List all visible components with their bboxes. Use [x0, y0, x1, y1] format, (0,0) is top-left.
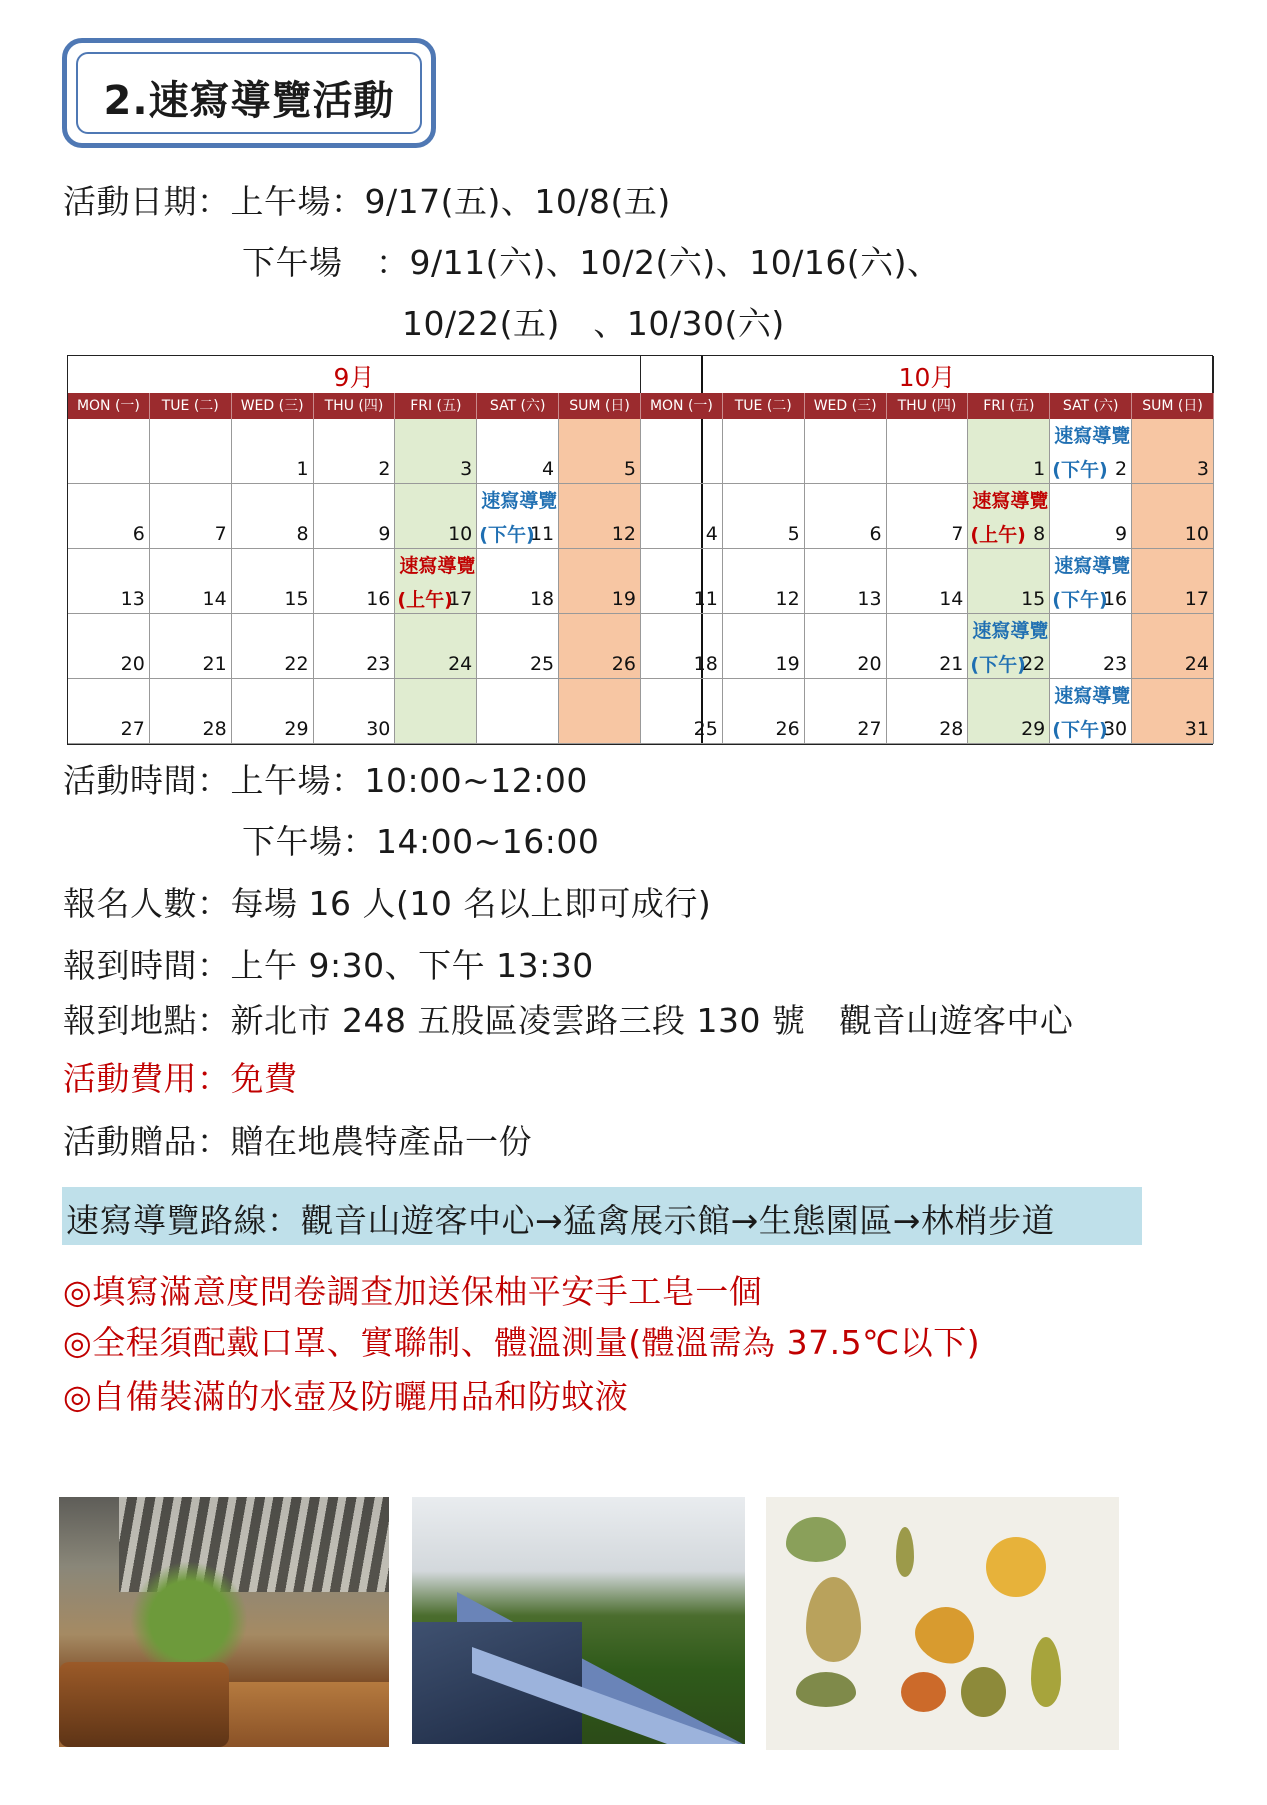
day-number: 21 [939, 653, 964, 675]
day-number: 5 [787, 523, 800, 545]
day-number: 5 [623, 458, 636, 480]
calendar-day-cell [1050, 614, 1132, 679]
calendar-day-cell [477, 419, 559, 484]
day-number: 28 [939, 718, 964, 740]
checkin-time: 報到時間：上午 9:30、下午 13:30 [63, 946, 594, 985]
calendar-day-cell [1132, 484, 1214, 549]
day-number: 27 [857, 718, 882, 740]
event-title: 速寫導覽 [399, 555, 476, 577]
day-number: 19 [611, 588, 636, 610]
photo-canopy-walkway [412, 1497, 745, 1744]
day-number: 17 [448, 588, 473, 610]
weekday-header: TUE (二) [150, 393, 232, 419]
day-number: 2 [378, 458, 391, 480]
day-number: 20 [120, 653, 145, 675]
day-number: 8 [296, 523, 309, 545]
calendar-day-cell [723, 614, 805, 679]
fee: 活動費用：免費 [63, 1059, 298, 1098]
calendar-day-cell [641, 679, 723, 744]
calendar-day-cell [805, 679, 887, 744]
day-number: 6 [132, 523, 145, 545]
event-session: (下午) [1052, 589, 1108, 611]
day-number: 22 [1021, 653, 1046, 675]
day-number: 1 [1033, 458, 1046, 480]
calendar-day-cell [150, 419, 232, 484]
day-number: 29 [284, 718, 309, 740]
gift: 活動贈品：贈在地農特產品一份 [63, 1122, 532, 1161]
weekday-header: WED (三) [805, 393, 887, 419]
calendar-day-cell [1132, 419, 1214, 484]
day-number: 7 [214, 523, 227, 545]
weekday-header: TUE (二) [723, 393, 805, 419]
event-session: (上午) [397, 589, 453, 611]
calendar-day-cell [68, 549, 150, 614]
calendar-day-cell [314, 679, 396, 744]
day-number: 20 [857, 653, 882, 675]
day-number: 19 [775, 653, 800, 675]
day-number: 15 [284, 588, 309, 610]
calendar-day-cell [968, 419, 1050, 484]
dates-am: 上午場：9/17(五)、10/8(五) [230, 182, 671, 221]
day-number: 11 [693, 588, 718, 610]
calendar-day-cell [641, 484, 723, 549]
event-title: 速寫導覽 [972, 620, 1049, 642]
calendar-day-cell [887, 614, 969, 679]
calendar-day-cell [477, 549, 559, 614]
calendar-day-cell [477, 679, 559, 744]
day-number: 9 [378, 523, 391, 545]
weekday-header: SAT (六) [1050, 393, 1132, 419]
note-3: ◎自備裝滿的水壺及防曬用品和防蚊液 [63, 1377, 629, 1416]
calendar-day-cell [887, 419, 969, 484]
calendar-day-cell [232, 419, 314, 484]
day-number: 26 [775, 718, 800, 740]
time-am: 活動時間：上午場：10:00~12:00 [63, 761, 588, 800]
calendar-day-cell [805, 484, 887, 549]
weekday-header: SUM (日) [559, 393, 641, 419]
calendar-day-cell [477, 614, 559, 679]
photo-sketch-illustration [766, 1497, 1119, 1750]
event-session: (上午) [970, 524, 1026, 546]
day-number: 13 [120, 588, 145, 610]
day-number: 1 [296, 458, 309, 480]
calendar-day-cell [150, 484, 232, 549]
event-title: 速寫導覽 [1054, 425, 1131, 447]
day-number: 3 [460, 458, 473, 480]
weekday-header: MON (一) [641, 393, 723, 419]
calendar-day-cell [559, 419, 641, 484]
calendar-day-cell [723, 549, 805, 614]
calendar-day-cell [68, 419, 150, 484]
day-number: 14 [202, 588, 227, 610]
calendar-day-cell [559, 549, 641, 614]
day-number: 17 [1184, 588, 1209, 610]
calendar-day-cell [723, 484, 805, 549]
event-session: (下午) [479, 524, 535, 546]
day-number: 25 [693, 718, 718, 740]
day-number: 27 [120, 718, 145, 740]
calendar-day-cell [559, 484, 641, 549]
calendar-day-cell [395, 484, 477, 549]
day-number: 16 [366, 588, 391, 610]
calendar-day-cell [150, 614, 232, 679]
weekday-header: THU (四) [314, 393, 396, 419]
weekday-header: WED (三) [232, 393, 314, 419]
day-number: 14 [939, 588, 964, 610]
calendar-day-cell [150, 549, 232, 614]
calendar-day-cell [805, 549, 887, 614]
event-title: 速寫導覽 [972, 490, 1049, 512]
event-title: 速寫導覽 [1054, 685, 1131, 707]
day-number: 3 [1196, 458, 1209, 480]
calendar-day-cell [887, 484, 969, 549]
day-number: 31 [1184, 718, 1209, 740]
event-title: 速寫導覽 [1054, 555, 1131, 577]
calendar-day-cell [641, 419, 723, 484]
day-number: 16 [1102, 588, 1128, 610]
note-1: ◎填寫滿意度問卷調查加送保柚平安手工皂一個 [63, 1272, 763, 1311]
day-number: 23 [1102, 653, 1128, 675]
event-session: (下午) [1052, 459, 1108, 481]
weekday-header: FRI (五) [395, 393, 477, 419]
calendar-day-cell [68, 484, 150, 549]
schedule-calendar [67, 355, 1213, 745]
calendar-day-cell [395, 679, 477, 744]
day-number: 4 [542, 458, 555, 480]
day-number: 6 [869, 523, 882, 545]
calendar-day-cell [68, 679, 150, 744]
day-number: 10 [448, 523, 473, 545]
route-banner [62, 1187, 1142, 1245]
month-name: 10月 [898, 363, 956, 392]
weekday-header: THU (四) [887, 393, 969, 419]
calendar-day-cell [805, 419, 887, 484]
day-number: 15 [1021, 588, 1046, 610]
calendar-day-cell [723, 679, 805, 744]
event-session: (下午) [1052, 719, 1108, 741]
checkin-place: 報到地點：新北市 248 五股區凌雲路三段 130 號 觀音山遊客中心 [63, 1001, 1074, 1040]
calendar-day-cell [232, 679, 314, 744]
calendar-day-cell [232, 614, 314, 679]
day-number: 29 [1021, 718, 1046, 740]
day-number: 4 [705, 523, 718, 545]
route-text: 速寫導覽路線：觀音山遊客中心→猛禽展示館→生態園區→林梢步道 [66, 1201, 1055, 1240]
calendar-day-cell [314, 549, 396, 614]
calendar-day-cell [314, 419, 396, 484]
weekday-header: FRI (五) [968, 393, 1050, 419]
event-session: (下午) [970, 654, 1026, 676]
day-number: 18 [529, 588, 555, 610]
day-number: 2 [1115, 458, 1128, 480]
calendar-day-cell [723, 419, 805, 484]
calendar-day-cell [641, 614, 723, 679]
day-number: 24 [1184, 653, 1209, 675]
title-frame [62, 38, 436, 148]
day-number: 25 [529, 653, 555, 675]
calendar-day-cell [232, 549, 314, 614]
calendar-day-cell [314, 484, 396, 549]
time-pm: 下午場：14:00~16:00 [242, 822, 600, 861]
calendar-day-cell [395, 419, 477, 484]
month-header [68, 356, 641, 393]
calendar-day-cell [232, 484, 314, 549]
calendar-day-cell [68, 614, 150, 679]
day-number: 9 [1115, 523, 1128, 545]
day-number: 12 [611, 523, 636, 545]
weekday-header: MON (一) [68, 393, 150, 419]
dates-label: 活動日期： [63, 182, 231, 221]
day-number: 13 [857, 588, 882, 610]
dates-line-am [63, 176, 671, 223]
day-number: 22 [284, 653, 309, 675]
day-number: 12 [775, 588, 800, 610]
day-number: 28 [202, 718, 227, 740]
calendar-day-cell [559, 679, 641, 744]
calendar-day-cell [1132, 614, 1214, 679]
calendar-day-cell [968, 679, 1050, 744]
calendar-day-cell [887, 549, 969, 614]
day-number: 8 [1033, 523, 1046, 545]
day-number: 30 [1102, 718, 1128, 740]
dates-pm-1: 下午場 ：9/11(六)、10/2(六)、10/16(六)、 [242, 243, 941, 282]
capacity: 報名人數：每場 16 人(10 名以上即可成行) [63, 884, 712, 923]
day-number: 21 [202, 653, 227, 675]
day-number: 26 [611, 653, 636, 675]
month-header [641, 356, 1214, 393]
day-number: 7 [951, 523, 964, 545]
calendar-day-cell [641, 549, 723, 614]
day-number: 10 [1184, 523, 1209, 545]
photo-visitor-center-interior [59, 1497, 389, 1747]
dates-pm-2: 10/22(五) 、10/30(六) [402, 304, 785, 343]
calendar-day-cell [805, 614, 887, 679]
month-name: 9月 [333, 363, 375, 392]
calendar-day-cell [150, 679, 232, 744]
calendar-day-cell [1132, 679, 1214, 744]
event-title: 速寫導覽 [481, 490, 558, 512]
page-title: 2.速寫導覽活動 [103, 78, 395, 124]
day-number: 24 [448, 653, 473, 675]
weekday-header: SAT (六) [477, 393, 559, 419]
day-number: 23 [366, 653, 391, 675]
calendar-day-cell [314, 614, 396, 679]
note-2: ◎全程須配戴口罩、實聯制、體溫測量(體溫需為 37.5℃以下) [63, 1323, 981, 1362]
day-number: 30 [366, 718, 391, 740]
calendar-day-cell [968, 549, 1050, 614]
day-number: 11 [529, 523, 555, 545]
calendar-day-cell [559, 614, 641, 679]
weekday-header: SUM (日) [1132, 393, 1214, 419]
calendar-day-cell [1132, 549, 1214, 614]
calendar-day-cell [887, 679, 969, 744]
day-number: 18 [693, 653, 718, 675]
calendar-day-cell [1050, 484, 1132, 549]
calendar-day-cell [395, 614, 477, 679]
